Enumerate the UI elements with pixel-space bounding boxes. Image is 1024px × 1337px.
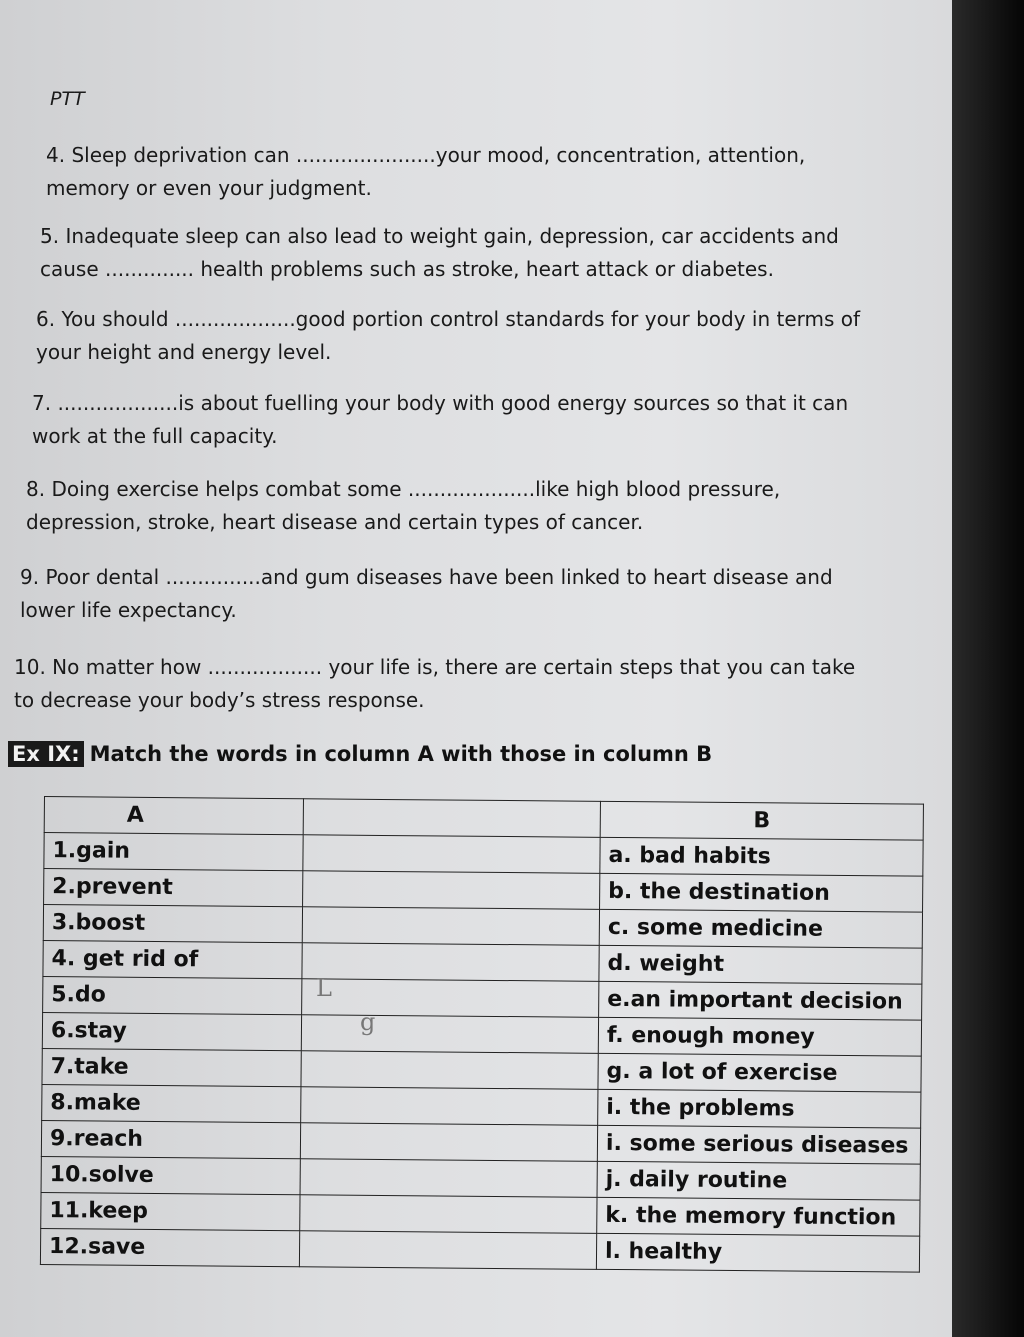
answer-cell[interactable]	[300, 1123, 597, 1162]
question-10-line-2: to decrease your body’s stress response.	[14, 688, 425, 712]
answer-cell[interactable]	[302, 943, 599, 982]
answer-cell[interactable]	[301, 1015, 598, 1054]
page-header-ptt: PTT	[50, 88, 85, 110]
column-a-cell: 5.do	[43, 976, 302, 1014]
question-5-line-2: cause .............. health problems such as stroke, heart attack or diabetes.	[40, 257, 774, 281]
column-a-cell: 2.prevent	[44, 869, 303, 907]
question-4	[46, 139, 906, 205]
column-b-header: B	[600, 801, 923, 840]
column-a-cell: 12.save	[40, 1228, 299, 1266]
exercise-instruction: Match the words in column A with those in column B	[89, 742, 713, 766]
question-7-line-2: work at the full capacity.	[32, 424, 278, 448]
question-9-line-2: lower life expectancy.	[20, 598, 237, 622]
question-8-line-2: depression, stroke, heart disease and certain types of cancer.	[26, 510, 644, 534]
column-a-cell: 11.keep	[41, 1192, 300, 1230]
column-a-cell: 4. get rid of	[43, 940, 302, 978]
handwritten-mark: g	[360, 1008, 376, 1036]
handwritten-mark: L	[316, 974, 332, 1002]
column-b-cell: c. some medicine	[599, 909, 922, 948]
column-b-cell: k. the memory function	[597, 1197, 920, 1236]
answer-cell[interactable]	[300, 1195, 597, 1234]
answer-cell[interactable]	[302, 907, 599, 946]
answer-cell[interactable]	[300, 1159, 597, 1198]
column-b-cell: g. a lot of exercise	[598, 1053, 921, 1092]
column-b-cell: d. weight	[599, 945, 922, 984]
answer-cell[interactable]	[303, 835, 600, 874]
dark-background-edge	[952, 0, 1024, 1337]
question-5	[40, 220, 900, 286]
column-a-cell: 8.make	[42, 1084, 301, 1122]
table-row	[40, 1228, 919, 1272]
answer-cell[interactable]	[303, 871, 600, 910]
answer-cell[interactable]	[302, 979, 599, 1018]
question-7-line-1: 7. ...................is about fuelling your body with good energy sources so that it can	[32, 391, 849, 415]
exercise-tag: Ex IX:	[8, 741, 84, 767]
column-a-cell: 3.boost	[43, 905, 302, 943]
column-b-cell: i. some serious diseases	[597, 1125, 920, 1164]
answer-cell[interactable]	[299, 1231, 596, 1270]
question-4-line-2: memory or even your judgment.	[46, 176, 372, 200]
question-5-line-1: 5. Inadequate sleep can also lead to weight gain, depression, car accidents and	[40, 224, 839, 248]
column-b-cell: b. the destination	[600, 873, 923, 912]
matching-table	[40, 796, 924, 1273]
column-b-cell: f. enough money	[598, 1017, 921, 1056]
question-9	[20, 561, 880, 627]
column-a-cell: 10.solve	[41, 1156, 300, 1194]
column-a-cell: 6.stay	[42, 1012, 301, 1050]
column-b-cell: e.an important decision	[599, 981, 922, 1020]
question-6-line-2: your height and energy level.	[36, 340, 332, 364]
column-a-cell: 9.reach	[41, 1120, 300, 1158]
question-10	[14, 651, 886, 717]
answer-column-header	[303, 799, 600, 838]
question-9-line-1: 9. Poor dental ...............and gum diseases have been linked to heart disease and	[20, 565, 833, 589]
question-8-line-1: 8. Doing exercise helps combat some ....................like high blood pressure,	[26, 477, 781, 501]
answer-cell[interactable]	[301, 1087, 598, 1126]
question-8	[26, 473, 886, 539]
question-4-line-1: 4. Sleep deprivation can ......................your mood, concentration, attention,	[46, 143, 806, 167]
exercise-heading	[8, 742, 712, 766]
column-a-cell: 1.gain	[44, 833, 303, 871]
question-7	[32, 387, 892, 453]
question-6	[36, 303, 896, 369]
column-b-cell: l. healthy	[596, 1233, 919, 1272]
question-6-line-1: 6. You should ...................good portion control standards for your body in terms of	[36, 307, 861, 331]
question-10-line-1: 10. No matter how .................. your life is, there are certain steps that you can take	[14, 655, 856, 679]
column-b-cell: j. daily routine	[597, 1161, 920, 1200]
answer-cell[interactable]	[301, 1051, 598, 1090]
column-b-cell: i. the problems	[598, 1089, 921, 1128]
column-a-cell: 7.take	[42, 1048, 301, 1086]
column-b-cell: a. bad habits	[600, 837, 923, 876]
column-a-header: A	[44, 797, 303, 835]
